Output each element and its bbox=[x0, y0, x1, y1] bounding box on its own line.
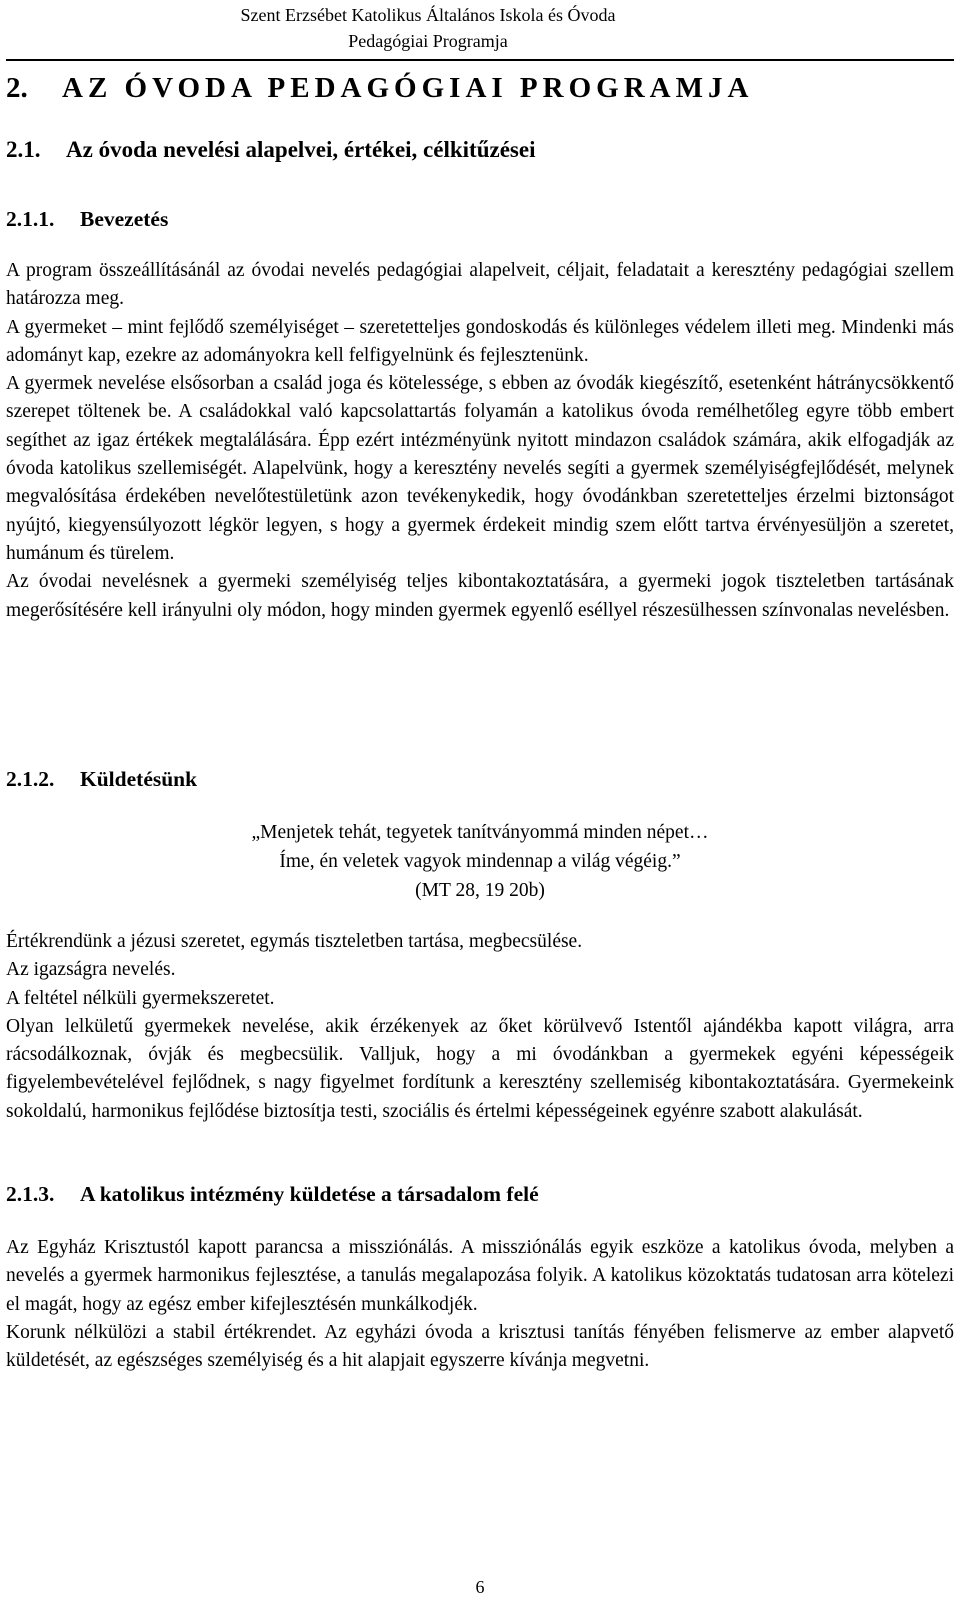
paragraph: Az igazságra nevelés. bbox=[6, 959, 176, 981]
paragraph: Értékrendünk a jézusi szeretet, egymás tiszteletben tartása, megbecsülése. bbox=[6, 931, 583, 952]
quote-line: „Menjetek tehát, tegyetek tanítványommá minden népet… bbox=[251, 822, 709, 843]
introduction-text bbox=[6, 257, 954, 625]
section-number: 2.1. bbox=[6, 137, 41, 162]
chapter-number: 2. bbox=[6, 72, 28, 104]
header-school-name: Szent Erzsébet Katolikus Általános Iskola és Óvoda bbox=[240, 5, 616, 25]
section-heading bbox=[6, 137, 535, 163]
quote-reference: (MT 28, 19 20b) bbox=[415, 880, 545, 901]
paragraph: A gyermeket – mint fejlődő személyiséget – szeretetteljes gondoskodás és különleges védelem illeti meg. Mindenki más adományt kap, ezekre az adományokra kell felfigyelnünk és fejlesztenünk. bbox=[6, 316, 954, 366]
subsection-title: Küldetésünk bbox=[80, 767, 198, 791]
subsection-number: 2.1.2. bbox=[6, 767, 55, 791]
paragraph: Az óvodai nevelésnek a gyermeki személyiség teljes kibontakoztatására, a gyermeki jogok tiszteletben tartásának megerősítésére kell irányulni oly módon, hogy minden gyermek egyenlő eséllyel részesülhessen színvonalas nevelésben. bbox=[6, 571, 954, 621]
header-rule bbox=[6, 59, 954, 61]
bible-quote bbox=[0, 818, 960, 905]
subsection-number: 2.1.3. bbox=[6, 1182, 55, 1206]
section-title: Az óvoda nevelési alapelvei, értékei, célkitűzései bbox=[66, 137, 536, 162]
paragraph: Korunk nélkülözi a stabil értékrendet. Az egyházi óvoda a krisztusi tanítás fényében felismerve az ember alapvető küldetését, az egészséges személyiség és a hit alapjait egyszerre kívánja megvetni. bbox=[6, 1321, 954, 1372]
mission-text bbox=[6, 928, 954, 1126]
subsection-heading-catholic-institution bbox=[6, 1182, 539, 1207]
subsection-title: A katolikus intézmény küldetése a társadalom felé bbox=[80, 1182, 539, 1206]
header-document-name: Pedagógiai Programja bbox=[348, 31, 508, 51]
paragraph: A program összeállításánál az óvodai nevelés pedagógiai alapelveit, céljait, feladatait a keresztény pedagógiai szellem határozza meg. bbox=[6, 260, 954, 310]
catholic-institution-text bbox=[6, 1234, 954, 1375]
subsection-title: Bevezetés bbox=[80, 207, 169, 231]
paragraph: A gyermek nevelése elsősorban a család joga és kötelessége, s ebben az óvodák kiegészítő, esetenként hátránycsökkentő szerepet töltenek be. A családokkal való kapcsolattartás folyamán a katolikus óvoda remélhetőleg egyre több embert segíthet az igaz értékek megtalálására. Épp ezért intézményünk nyitott mindazon családok számára, akik elfogadják az óvoda katolikus szellemiségét. Alapelvünk, hogy a keresztény nevelés segíti a gyermek személyiségfejlődését, melynek megvalósítása érdekében nevelőtestületünk azon tevékenykedik, hogy óvodánkban szeretetteljes érzelmi biztonságot nyújtó, kiegyensúlyozott légkör legyen, s hogy a gyermek érdekeit mindig szem előtt tartva érvényesüljön a szeretet, humánum és türelem. bbox=[6, 373, 954, 564]
chapter-heading bbox=[6, 72, 753, 105]
paragraph: A feltétel nélküli gyermekszeretet. bbox=[6, 987, 275, 1009]
paragraph: Az Egyház Krisztustól kapott parancsa a missziónálás. A missziónálás egyik eszköze a katolikus óvoda, melyben a nevelés a gyermek harmonikus fejlesztése, a tanulás megalapozása folyik. A katolikus közoktatás tudatosan arra kötelezi el magát, hogy az egész ember kifejlesztésén munkálkodjék. bbox=[6, 1237, 954, 1315]
subsection-number: 2.1.1. bbox=[6, 207, 55, 231]
page-number: 6 bbox=[475, 1577, 485, 1597]
quote-line: Íme, én veletek vagyok mindennap a világ végéig.” bbox=[279, 851, 681, 872]
paragraph: Olyan lelkületű gyermekek nevelése, akik érzékenyek az őket körülvevő Istentől ajándékba kapott világra, arra rácsodálkoznak, óvják és megbecsülik. Valljuk, hogy a mi óvodánkban a gyermekek egyéni képességeik figyelembevételével fejlődnek, s nagy figyelmet fordítunk a keresztény szellemiség kibontakoztatására. Gyermekeink sokoldalú, harmonikus fejlődése biztosítja testi, szociális és értelmi képességeinek egyénre szabott alakulását. bbox=[6, 1015, 954, 1122]
chapter-title: AZ ÓVODA PEDAGÓGIAI PROGRAMJA bbox=[62, 72, 754, 104]
subsection-heading-introduction bbox=[6, 207, 168, 232]
subsection-heading-mission bbox=[6, 767, 197, 792]
running-header bbox=[178, 2, 678, 54]
